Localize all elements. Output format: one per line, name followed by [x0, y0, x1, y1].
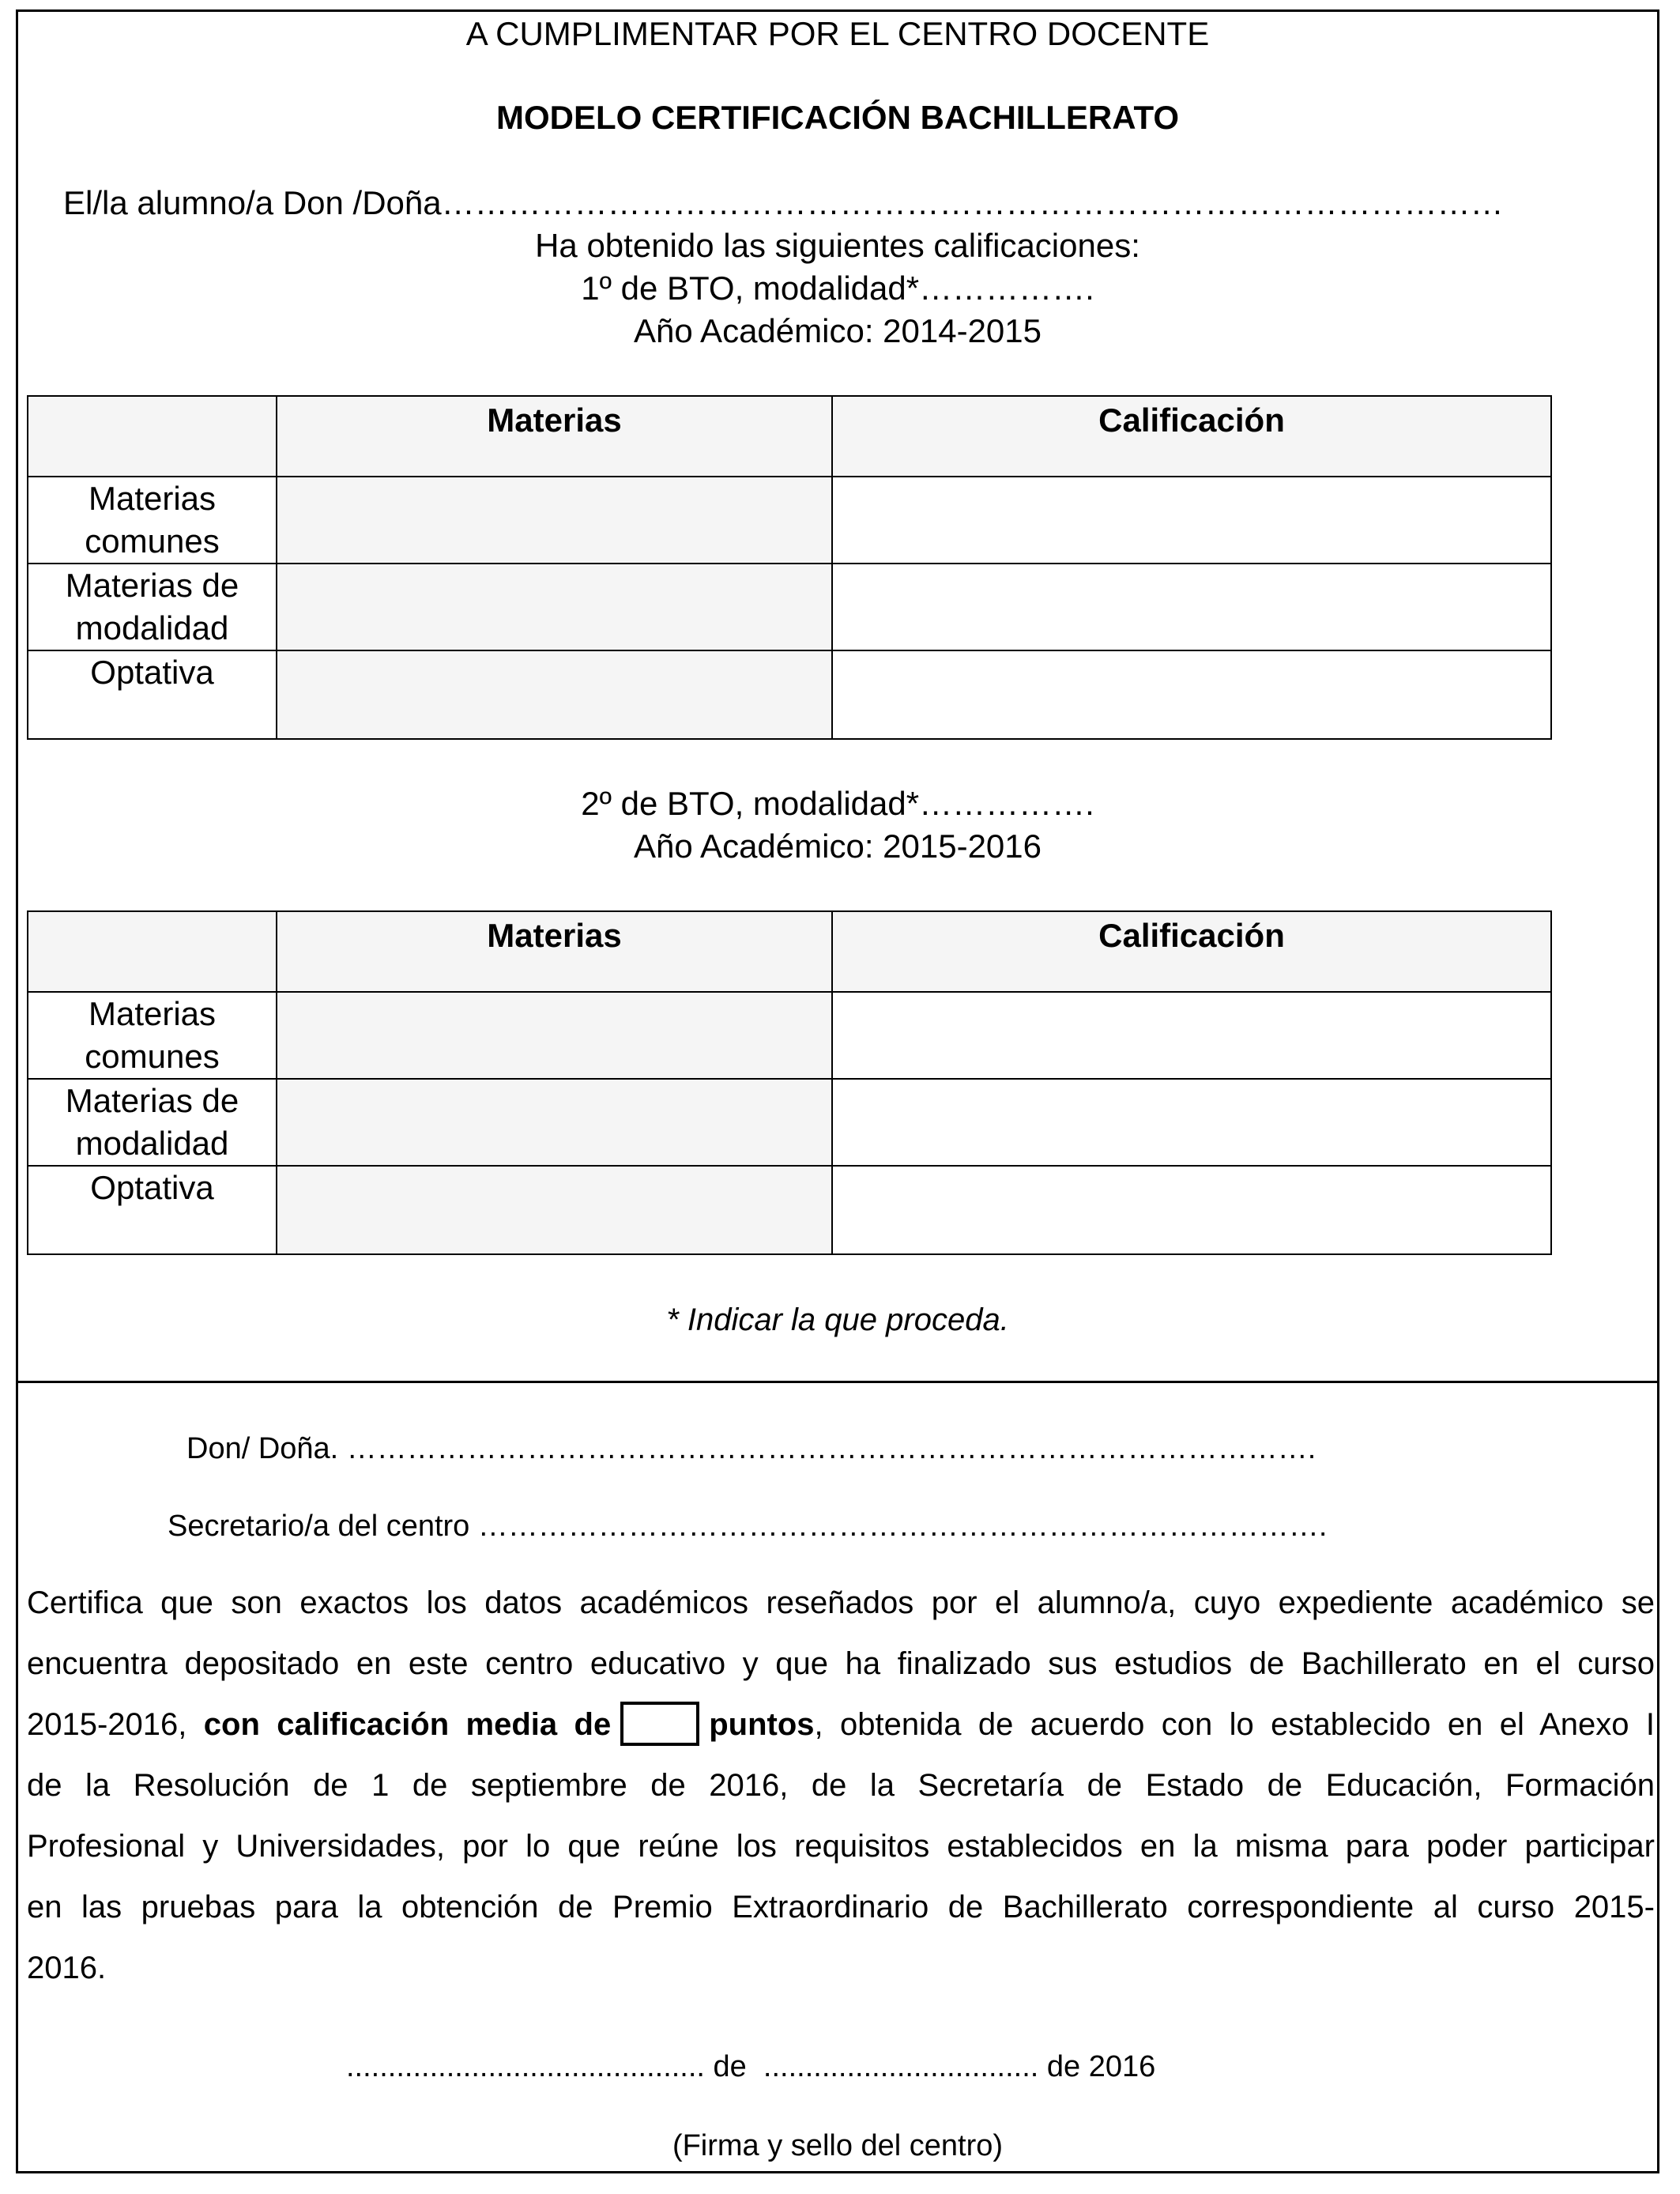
row-label: Materias de modalidad — [28, 564, 277, 650]
row-label: Optativa — [28, 650, 277, 739]
student-name-line: El/la alumno/a Don /Doña…………………………………………………………………………………… — [63, 184, 1504, 221]
paragraph-text: , obtenida de acuerdo con lo establecido en el Anexo I — [814, 1707, 1656, 1742]
grade-cell[interactable] — [832, 992, 1551, 1079]
director-name-line: Don/ Doña. ……………………………………………………………………………………. — [186, 1432, 1317, 1465]
footnote: * Indicar la que proceda. — [666, 1302, 1009, 1337]
column-header-grade: Calificación — [832, 396, 1551, 477]
paragraph-line: de la Resolución de 1 de septiembre de 2016, de la Secretaría de Estado de Educación, Formación — [27, 1768, 1655, 1803]
document-title: MODELO CERTIFICACIÓN BACHILLERATO — [495, 99, 1180, 136]
table-corner — [28, 396, 277, 477]
row-label: Materias comunes — [28, 477, 277, 564]
average-grade-box[interactable] — [620, 1702, 699, 1746]
course2-academic-year: Año Académico: 2015-2016 — [633, 827, 1042, 865]
subjects-cell[interactable] — [277, 1079, 832, 1166]
header-line: A CUMPLIMENTAR POR EL CENTRO DOCENTE — [465, 15, 1210, 52]
paragraph-line: encuentra depositado en este centro educativo y que ha finalizado sus estudios de Bachillerato en el curso — [27, 1646, 1655, 1681]
column-header-subjects: Materias — [277, 911, 832, 992]
course2-modality: 2º de BTO, modalidad*……………. — [581, 785, 1094, 822]
row-label: Materias comunes — [28, 992, 277, 1079]
subjects-cell[interactable] — [277, 992, 832, 1079]
paragraph-text: 2015-2016, — [27, 1707, 204, 1742]
obtained-grades-text: Ha obtenido las siguientes calificaciones: — [535, 227, 1140, 264]
subjects-cell[interactable] — [277, 1166, 832, 1254]
column-header-grade: Calificación — [832, 911, 1551, 992]
paragraph-line: 2016. — [27, 1951, 107, 1985]
row-label: Optativa — [28, 1166, 277, 1254]
grades-table-year2 — [27, 910, 1552, 1255]
paragraph-line: Profesional y Universidades, por lo que reúne los requisitos establecidos en la misma para poder participar — [27, 1829, 1655, 1864]
grade-cell[interactable] — [832, 650, 1551, 739]
row-label: Materias de modalidad — [28, 1079, 277, 1166]
course1-modality: 1º de BTO, modalidad*……………. — [581, 270, 1094, 307]
table-corner — [28, 911, 277, 992]
grade-cell[interactable] — [832, 1166, 1551, 1254]
subjects-cell[interactable] — [277, 477, 832, 564]
date-line: ........................................... de ................................. de 2016 — [346, 2050, 1156, 2083]
section-divider — [16, 1381, 1659, 1383]
subjects-cell[interactable] — [277, 564, 832, 650]
grades-table-year1 — [27, 395, 1552, 740]
course1-academic-year: Año Académico: 2014-2015 — [633, 312, 1042, 349]
paragraph-line — [27, 1695, 1655, 1755]
signature-caption: (Firma y sello del centro) — [672, 2129, 1004, 2162]
certification-paragraph — [27, 1573, 1655, 1999]
column-header-subjects: Materias — [277, 396, 832, 477]
paragraph-line: Certifica que son exactos los datos académicos reseñados por el alumno/a, cuyo expediente académico se — [27, 1585, 1655, 1620]
grade-cell[interactable] — [832, 564, 1551, 650]
grade-cell[interactable] — [832, 1079, 1551, 1166]
points-label: puntos — [709, 1707, 815, 1742]
grade-cell[interactable] — [832, 477, 1551, 564]
subjects-cell[interactable] — [277, 650, 832, 739]
paragraph-line: en las pruebas para la obtención de Premio Extraordinario de Bachillerato correspondiente al curso 2015- — [27, 1890, 1655, 1924]
average-grade-label: con calificación media de — [203, 1707, 612, 1742]
secretary-line: Secretario/a del centro …………………………………………………………………………. — [168, 1510, 1328, 1543]
